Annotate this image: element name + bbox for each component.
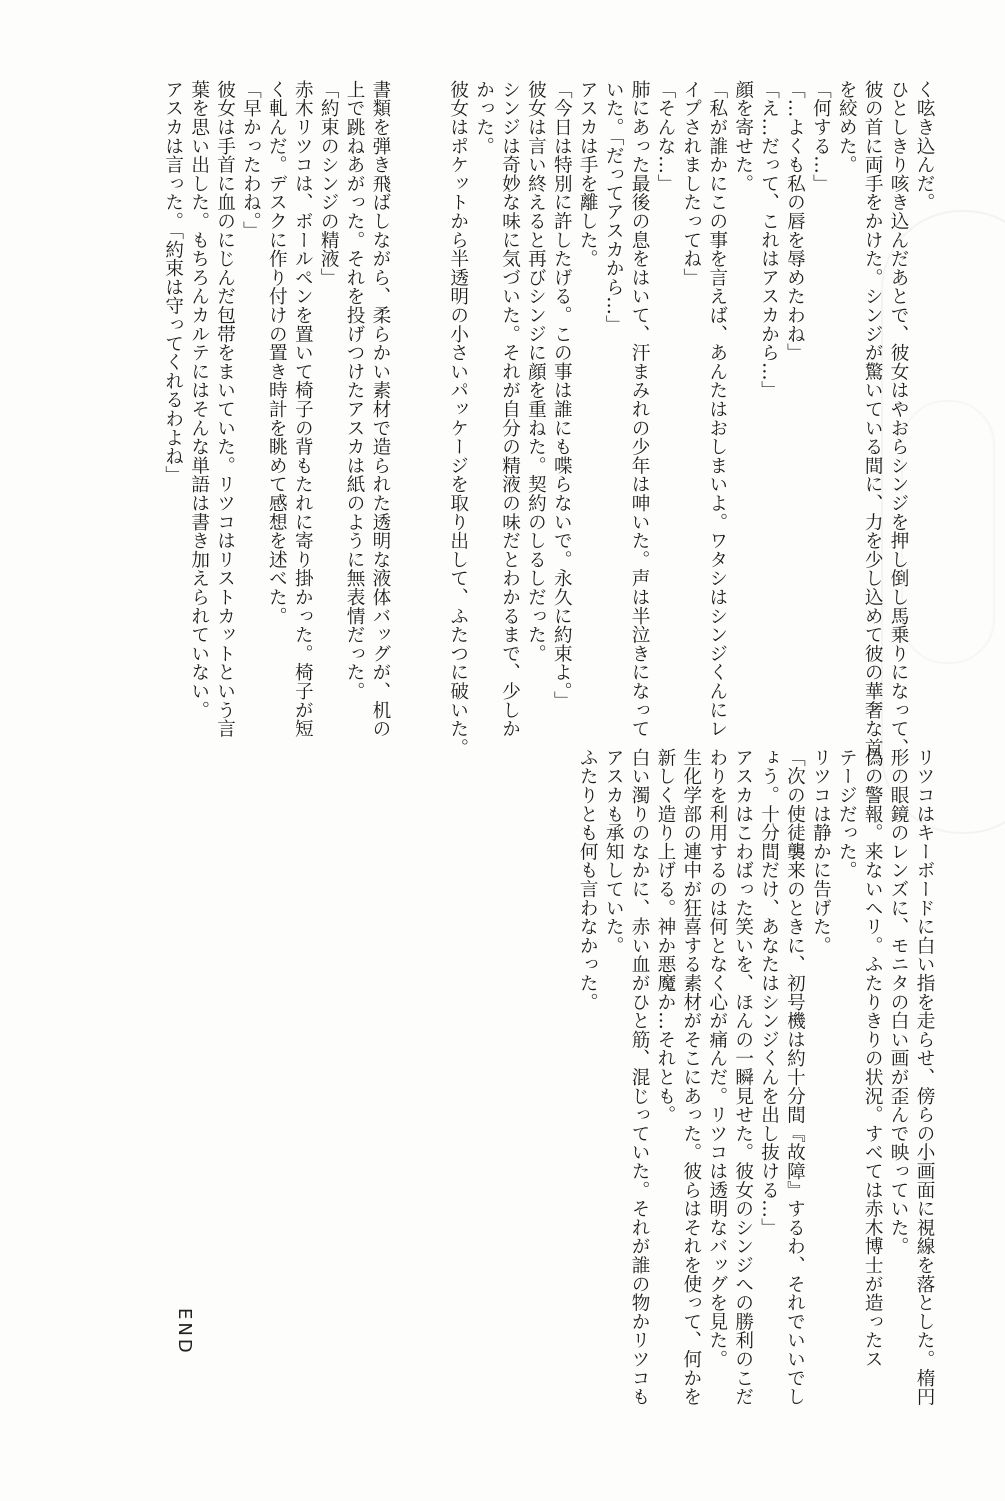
- text-line: 「え…だって、これはアスカから…」: [758, 80, 780, 400]
- text-line: イプされましたってね」: [680, 80, 702, 287]
- text-line: 書類を弾き飛ばしながら、柔らかい素材で造られた透明な液体バッグが、机の: [369, 80, 391, 738]
- text-line: [393, 80, 419, 740]
- text-line: テージだった。: [836, 748, 858, 880]
- text-line: 葉を思い出した。もちろんカルテにはそんな単語は書き加えられていない。: [188, 80, 210, 720]
- text-line: 肺にあった最後の息をはいて、汗まみれの少年は呻いた。声は半泣きになって: [629, 80, 651, 738]
- text-line: 新しく造り上げる。神か悪魔か…それとも。: [654, 748, 676, 1124]
- text-line: 「次の使徒襲来のときに、初号機は約十分間『故障』するわ、それでいいでし: [784, 748, 806, 1406]
- text-line: 「約束のシンジの精液」: [318, 80, 340, 287]
- text-line: 「そんな…」: [654, 80, 676, 193]
- text-line: 彼女は言い終えると再びシンジに顔を重ねた。契約のしるしだった。: [525, 80, 547, 663]
- text-line: [419, 80, 445, 740]
- text-line: ひとしきり咳き込んだあとで、彼女はやおらシンジを押し倒し馬乗りになって、: [888, 80, 910, 757]
- text-line: アスカは手を離した。: [577, 80, 599, 268]
- text-line: 彼の首に両手をかけた。シンジが驚いている間に、力を少し込めて彼の華奢な首: [862, 80, 884, 757]
- text-line: 「私が誰かにこの事を言えば、あんたはおしまいよ。ワタシはシンジくんにレ: [706, 80, 728, 738]
- text-line: く呟き込んだ。: [914, 80, 935, 212]
- text-line: 「早かったわね。」: [240, 80, 262, 240]
- text-line: リツコはキーボードに白い指を走らせ、傍らの小画面に視線を落とした。楕円: [914, 748, 935, 1406]
- text-line: いた。「だってアスカから…」: [603, 80, 625, 334]
- text-line: ふたりとも何も言わなかった。: [577, 748, 599, 1012]
- lower-text-block: [574, 748, 937, 1448]
- text-line: 彼女は手首に血のにじんだ包帯をまいていた。リツコはリストカットという言: [214, 80, 236, 738]
- text-line: 「…よくも私の唇を辱めたわね」: [784, 80, 806, 362]
- text-line: 生化学部の連中が狂喜する素材がそこにあった。彼らはそれを使って、何かを: [680, 748, 702, 1406]
- text-line: かった。: [473, 80, 495, 156]
- text-line: 偽の警報。来ないヘリ。ふたりきりの状況。すべては赤木博士が造ったス: [862, 748, 884, 1369]
- text-line: 上で跳ねあがった。それを投げつけたアスカは紙のように無表情だった。: [344, 80, 366, 701]
- text-line: ょう。十分間だけ、あなたはシンジくんを出し抜ける…」: [758, 748, 780, 1237]
- text-line: 白い濁りのなかに、赤い血がひと筋、混じっていた。それが誰の物かリツコも: [629, 748, 651, 1406]
- text-line: 顔を寄せた。: [732, 80, 754, 193]
- text-line: リツコは静かに告げた。: [810, 748, 832, 955]
- text-line: く軋んだ。デスクに作り付けの置き時計を眺めて感想を述べた。: [266, 80, 288, 626]
- text-line: 形の眼鏡のレンズに、モニタの白い画が歪んで映っていた。: [888, 748, 910, 1256]
- end-mark: END: [174, 1308, 195, 1356]
- text-line: 「今日は特別に許したげる。この事は誰にも喋らないで。永久に約束よ。」: [551, 80, 573, 710]
- text-line: を絞めた。: [836, 80, 858, 174]
- text-line: アスカはこわばった笑いを、ほんの一瞬見せた。彼女のシンジへの勝利のこだ: [732, 748, 754, 1406]
- text-line: 赤木リツコは、ボールペンを置いて椅子の背もたれに寄り掛かった。椅子が短: [292, 80, 314, 738]
- text-line: シンジは奇妙な味に気づいた。それが自分の精液の味だとわかるまで、少しか: [499, 80, 521, 738]
- text-line: 「何する…」: [810, 80, 832, 193]
- text-line: 彼女はポケットから半透明の小さいパッケージを取り出して、ふたつに破いた。: [447, 80, 469, 757]
- text-line: アスカも承知していた。: [603, 748, 625, 955]
- upper-text-block: [160, 80, 937, 757]
- text-line: わりを利用するのは何となく心が痛んだ。リツコは透明なバッグを見た。: [706, 748, 728, 1369]
- text-line: アスカは言った。「約束は守ってくれるわよね」: [162, 80, 184, 485]
